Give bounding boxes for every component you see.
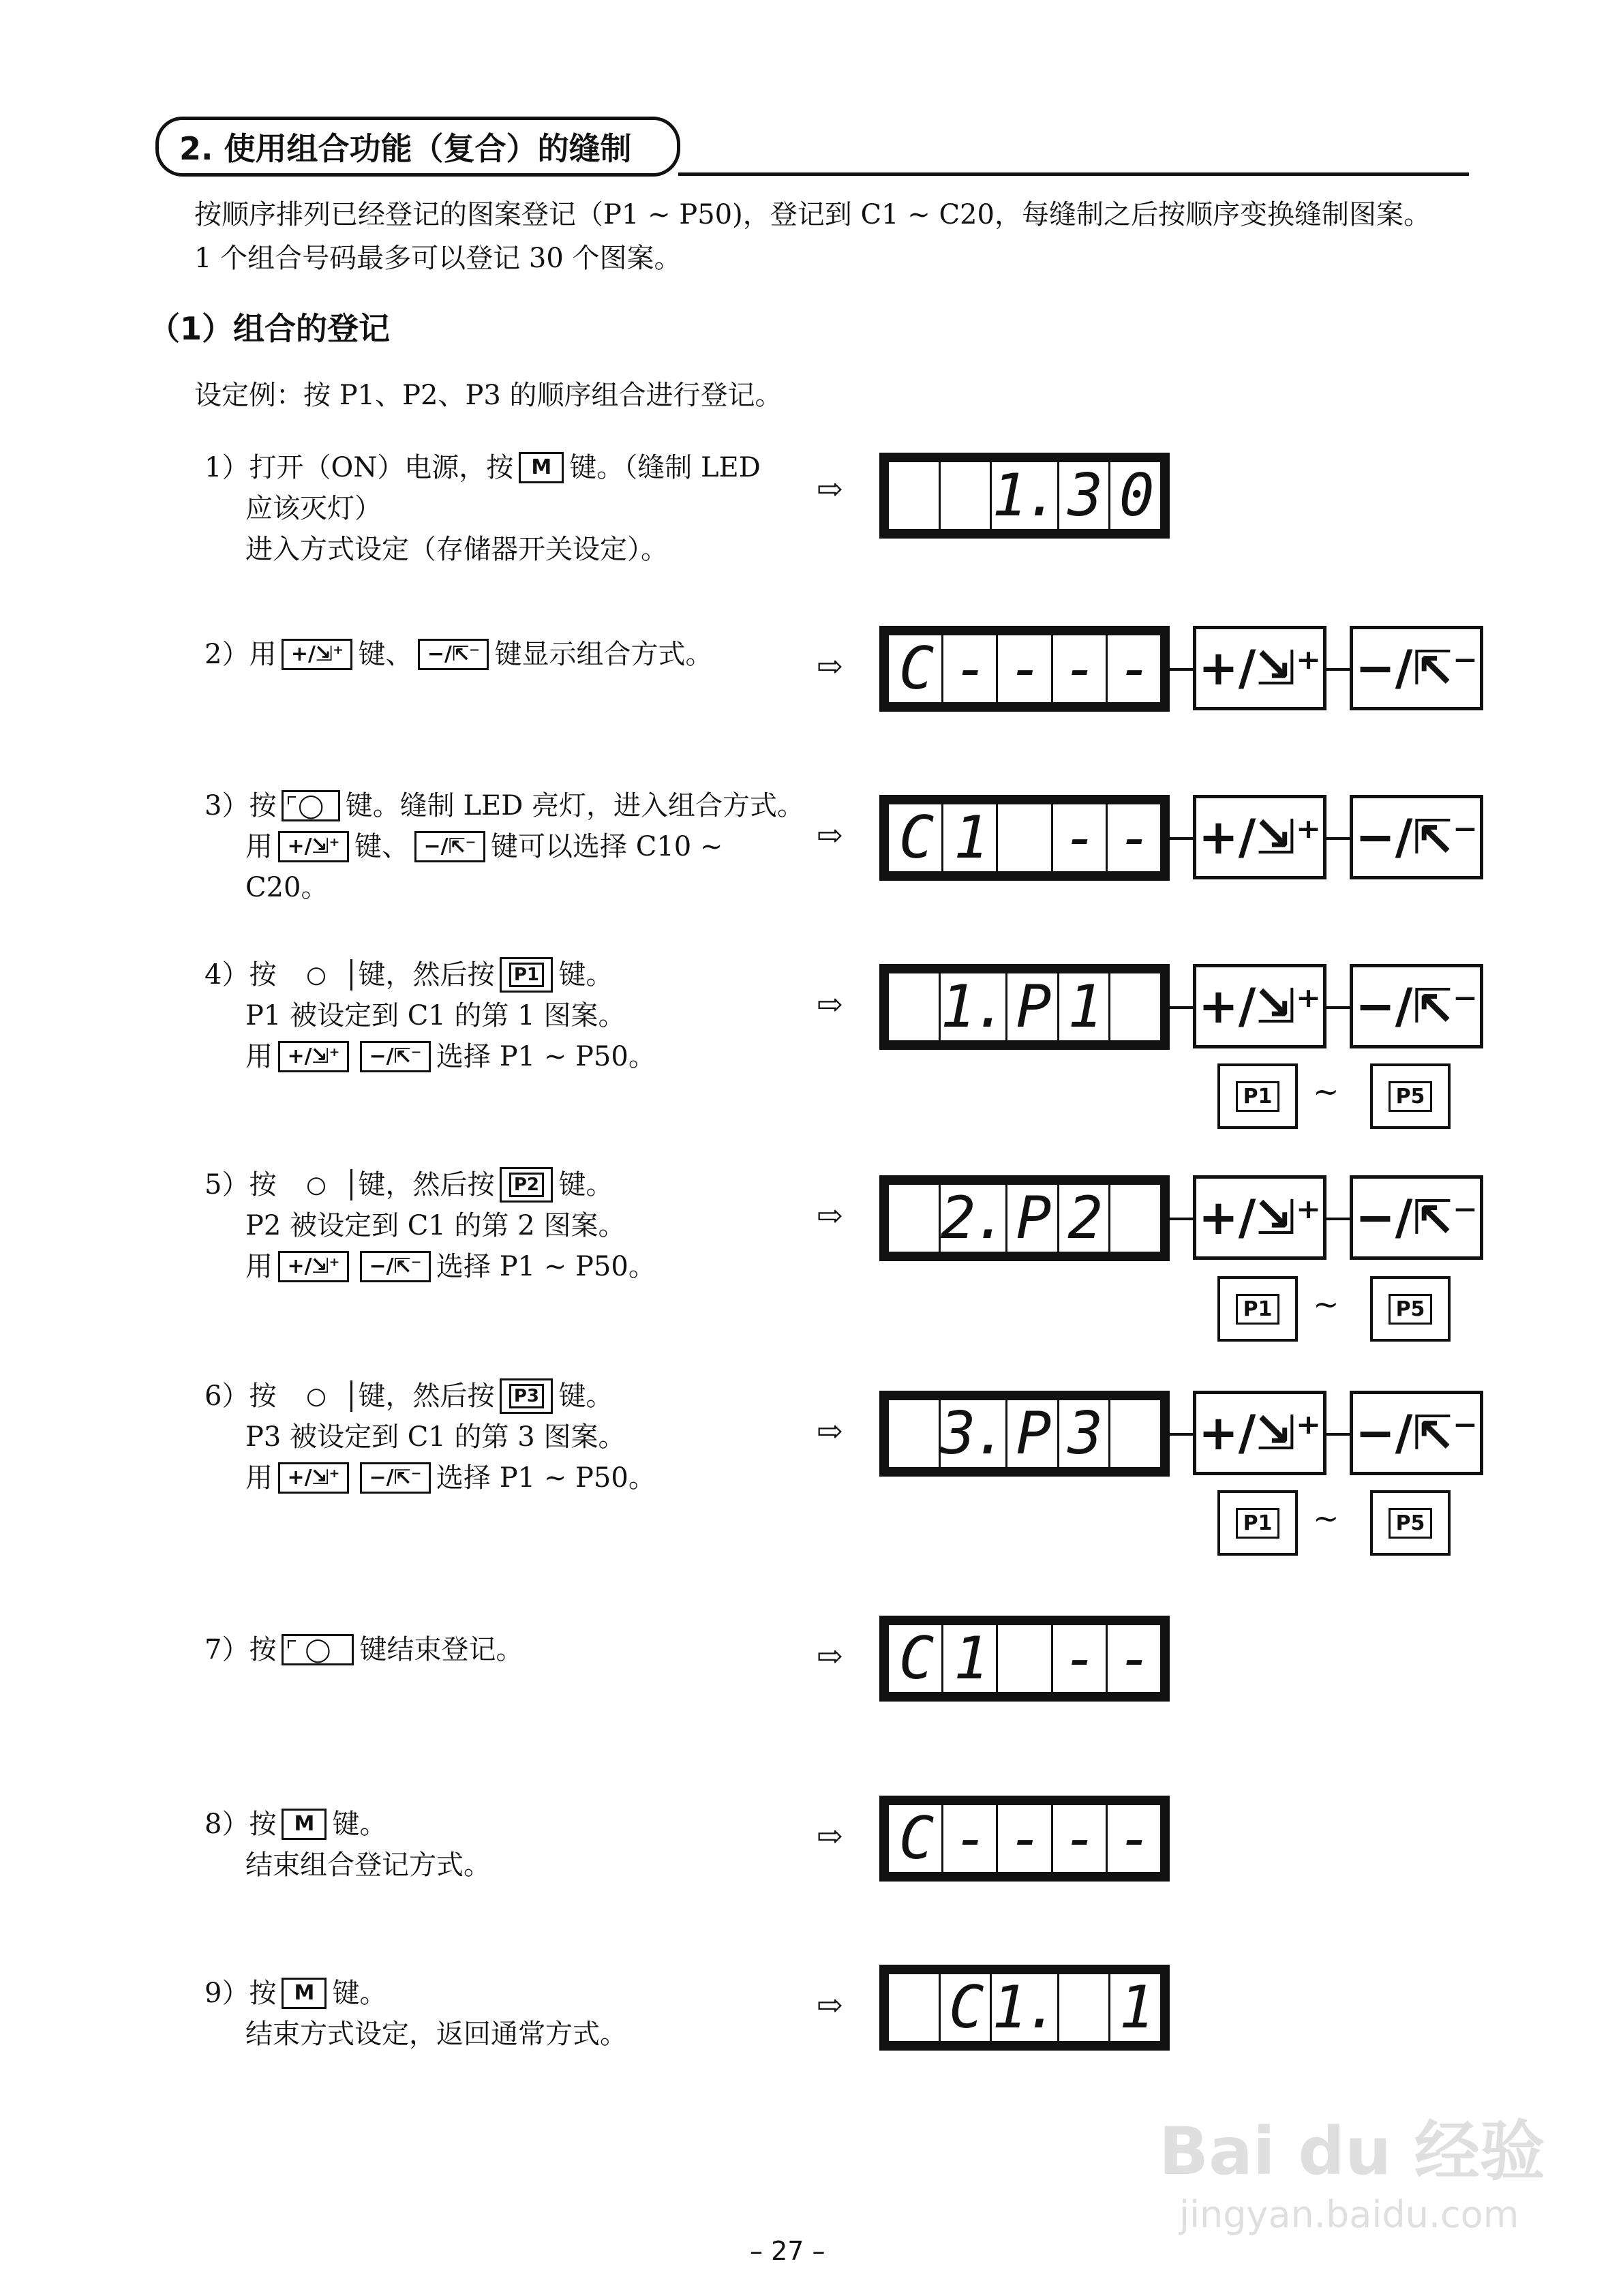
arrow-icon: ⇨	[817, 817, 843, 854]
connector-line	[1326, 1433, 1350, 1436]
led-digit	[998, 804, 1052, 871]
plus-key-large[interactable]: +/⇲⁺	[1193, 1175, 1326, 1260]
subsection-title: （1）组合的登记	[149, 310, 391, 347]
minus-key[interactable]: −/⇱⁻	[414, 831, 485, 862]
range-tilde: ~	[1313, 1286, 1339, 1323]
led-digit: C	[941, 1974, 992, 2041]
arrow-icon: ⇨	[817, 1987, 843, 2023]
led-digit: C	[889, 804, 943, 871]
m-key[interactable]: M	[282, 1809, 327, 1840]
watermark-url: jingyan.baidu.com	[1179, 2193, 1519, 2236]
led-digit	[941, 462, 992, 529]
p5-key-large[interactable]: P5	[1370, 1063, 1451, 1129]
reset-key[interactable]: ◯	[282, 1634, 354, 1665]
p1-key-large[interactable]: P1	[1217, 1063, 1298, 1129]
led-digit: -	[943, 1805, 998, 1872]
plus-key[interactable]: +/⇲⁺	[278, 1251, 349, 1282]
page-number: – 27 –	[750, 2236, 825, 2266]
connector-line	[1326, 1218, 1350, 1220]
arrow-icon: ⇨	[817, 470, 843, 507]
minus-key[interactable]: −/⇱⁻	[360, 1462, 431, 1494]
minus-key-large[interactable]: −/⇱⁻	[1350, 1391, 1483, 1475]
step-1: 1）打开（ON）电源，按 M 键。（缝制 LED 应该灭灯） 进入方式设定（存储器开关设定）。	[204, 452, 761, 565]
minus-key[interactable]: −/⇱⁻	[418, 639, 489, 670]
connector-line	[1170, 1433, 1193, 1436]
plus-key[interactable]: +/⇲⁺	[282, 639, 352, 670]
cycle-key[interactable]: ○	[282, 959, 352, 991]
led-digit	[1059, 1974, 1111, 2041]
minus-key[interactable]: −/⇱⁻	[360, 1041, 431, 1072]
minus-key[interactable]: −/⇱⁻	[360, 1251, 431, 1282]
led-digit: 2	[1059, 1185, 1111, 1252]
led-digit: 3	[1059, 462, 1111, 529]
connector-line	[1326, 668, 1350, 671]
step-8: 8）按 M 键。 结束组合登记方式。	[204, 1809, 491, 1881]
led-digit	[889, 973, 941, 1040]
cycle-key[interactable]: ○	[282, 1169, 352, 1200]
p1-key[interactable]: P1	[500, 957, 553, 993]
led-digit: P	[1007, 1400, 1059, 1467]
arrow-icon: ⇨	[817, 648, 843, 684]
led-digit: -	[943, 635, 998, 702]
plus-key[interactable]: +/⇲⁺	[278, 831, 349, 862]
reset-key[interactable]: ◯	[282, 790, 339, 821]
led-digit: -	[1117, 1804, 1151, 1873]
led-digit: -	[1053, 635, 1108, 702]
led-digit: 3.	[941, 1400, 1008, 1467]
led-digit: -	[998, 1805, 1052, 1872]
p3-key[interactable]: P3	[500, 1378, 553, 1414]
intro-line-1: 按顺序排列已经登记的图案登记（P1 ~ P50)，登记到 C1 ~ C20，每缝制之后按顺序变换缝制图案。	[194, 199, 1431, 230]
range-tilde: ~	[1313, 1500, 1339, 1537]
arrow-icon: ⇨	[817, 1413, 843, 1449]
led-display-step-9	[879, 1965, 1170, 2051]
step-9: 9）按 M 键。 结束方式设定，返回通常方式。	[204, 1978, 627, 2050]
led-digit: 1.	[941, 973, 1008, 1040]
led-digit: -	[1117, 804, 1151, 872]
minus-key-large[interactable]: −/⇱⁻	[1350, 1175, 1483, 1260]
step-5: 5）按 ○ 键，然后按 P2 键。 P2 被设定到 C1 的第 2 图案。 用 +/⇲⁺ −/⇱⁻ 选择 P1 ~ P50。	[204, 1164, 804, 1287]
led-digit: 2.	[941, 1185, 1008, 1252]
led-display-step-1	[879, 453, 1170, 539]
arrow-icon: ⇨	[817, 1637, 843, 1674]
arrow-icon: ⇨	[817, 986, 843, 1023]
led-digit	[998, 1625, 1052, 1692]
watermark-brand: Bai du 经验	[1159, 2113, 1545, 2190]
led-digit: C	[889, 1625, 943, 1692]
led-digit	[889, 1400, 941, 1467]
led-digit	[889, 462, 941, 529]
led-digit: -	[1053, 1805, 1108, 1872]
step-6: 6）按 ○ 键，然后按 P3 键。 P3 被设定到 C1 的第 3 图案。 用 +/⇲⁺ −/⇱⁻ 选择 P1 ~ P50。	[204, 1376, 804, 1498]
led-display-step-4	[879, 964, 1170, 1050]
p1-key-large[interactable]: P1	[1217, 1490, 1298, 1556]
led-digit: 0	[1119, 462, 1152, 530]
led-display-step-7	[879, 1616, 1170, 1702]
intro-line-2: 1 个组合号码最多可以登记 30 个图案。	[194, 243, 682, 274]
led-digit: 1.	[992, 462, 1059, 529]
led-display-step-3	[879, 795, 1170, 881]
header-rule	[678, 172, 1469, 176]
arrow-icon: ⇨	[817, 1197, 843, 1234]
connector-line	[1170, 668, 1193, 671]
plus-key-large[interactable]: +/⇲⁺	[1193, 964, 1326, 1048]
led-digit	[1110, 973, 1160, 1040]
intro-paragraph	[194, 193, 1489, 280]
plus-key-large[interactable]: +/⇲⁺	[1193, 1391, 1326, 1475]
range-tilde: ~	[1313, 1073, 1339, 1110]
m-key[interactable]: M	[519, 452, 564, 483]
cycle-key[interactable]: ○	[282, 1380, 352, 1412]
led-digit: -	[1053, 804, 1108, 871]
led-digit: -	[1117, 1625, 1151, 1693]
arrow-icon: ⇨	[817, 1817, 843, 1854]
connector-line	[1170, 837, 1193, 840]
p1-key-large[interactable]: P1	[1217, 1276, 1298, 1342]
led-digit: 1	[943, 1625, 998, 1692]
led-display-step-8	[879, 1796, 1170, 1882]
led-digit	[889, 1974, 941, 2041]
connector-line	[1170, 1006, 1193, 1009]
connector-line	[1326, 837, 1350, 840]
example-text: 设定例：按 P1、P2、P3 的顺序组合进行登记。	[194, 380, 783, 411]
plus-key-large[interactable]: +/⇲⁺	[1193, 626, 1326, 710]
led-digit: P	[1007, 973, 1059, 1040]
p2-key[interactable]: P2	[500, 1167, 553, 1203]
minus-key-large[interactable]: −/⇱⁻	[1350, 964, 1483, 1048]
connector-line	[1326, 1006, 1350, 1009]
connector-line	[1170, 1218, 1193, 1220]
m-key[interactable]: M	[282, 1978, 327, 2009]
p5-key-large[interactable]: P5	[1370, 1276, 1451, 1342]
minus-key-large[interactable]: −/⇱⁻	[1350, 626, 1483, 710]
led-digit	[889, 1185, 941, 1252]
led-digit: 3	[1059, 1400, 1111, 1467]
led-digit: C	[889, 635, 943, 702]
plus-key-large[interactable]: +/⇲⁺	[1193, 795, 1326, 879]
baidu-watermark	[1159, 2100, 1581, 2236]
led-display-step-6	[879, 1391, 1170, 1477]
section-title: 2. 使用组合功能（复合）的缝制	[155, 117, 680, 177]
led-display-step-2	[879, 626, 1170, 712]
led-digit: 1	[1119, 1974, 1152, 2042]
led-digit: 1	[1059, 973, 1111, 1040]
plus-key[interactable]: +/⇲⁺	[278, 1041, 349, 1072]
led-digit: P	[1007, 1185, 1059, 1252]
step-3: 3）按 ◯ 键。缝制 LED 亮灯，进入组合方式。 用 +/⇲⁺ 键、 −/⇱⁻ 键可以选择 C10 ~ C20。	[204, 790, 804, 903]
led-digit: 1	[943, 804, 998, 871]
led-digit: 1.	[992, 1974, 1059, 2041]
led-display-step-5	[879, 1175, 1170, 1261]
led-digit: -	[1117, 635, 1151, 703]
led-digit: -	[998, 635, 1052, 702]
led-digit: C	[889, 1805, 943, 1872]
led-digit	[1110, 1400, 1160, 1467]
plus-key[interactable]: +/⇲⁺	[278, 1462, 349, 1494]
step-2: 2）用 +/⇲⁺ 键、 −/⇱⁻ 键显示组合方式。	[204, 639, 713, 670]
step-4: 4）按 ○ 键，然后按 P1 键。 P1 被设定到 C1 的第 1 图案。 用 +/⇲⁺ −/⇱⁻ 选择 P1 ~ P50。	[204, 954, 804, 1077]
p5-key-large[interactable]: P5	[1370, 1490, 1451, 1556]
minus-key-large[interactable]: −/⇱⁻	[1350, 795, 1483, 879]
led-digit	[1110, 1185, 1160, 1252]
led-digit: -	[1053, 1625, 1108, 1692]
step-7: 7）按 ◯ 键结束登记。	[204, 1634, 524, 1665]
